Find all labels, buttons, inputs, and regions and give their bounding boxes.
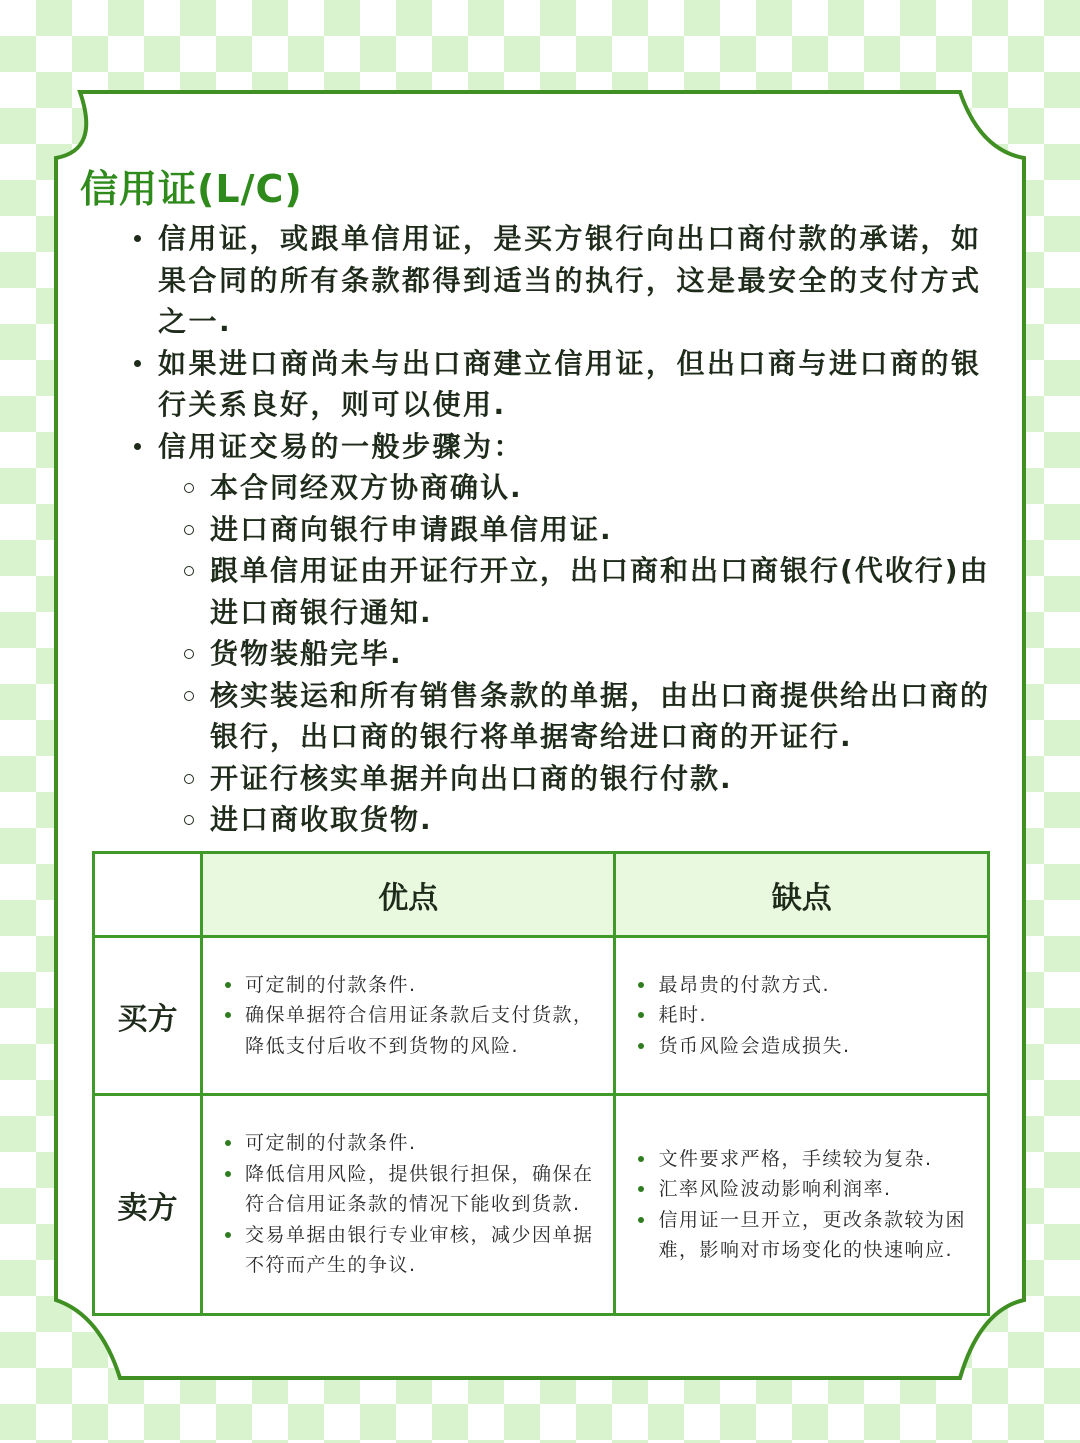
list-item: 可定制的付款条件. [225, 970, 599, 1001]
list-item: 信用证一旦开立，更改条款较为困难，影响对市场变化的快速响应. [638, 1205, 973, 1266]
intro-bullet: 如果进口商尚未与出口商建立信用证，但出口商与进口商的银行关系良好，则可以使用. [130, 343, 990, 426]
header-cons: 缺点 [615, 853, 989, 937]
page-title: 信用证(L/C) [80, 167, 303, 211]
step-item: 本合同经双方协商确认. [130, 467, 990, 509]
list-item: 降低信用风险，提供银行担保，确保在符合信用证条款的情况下能收到货款. [225, 1159, 599, 1220]
list-item: 确保单据符合信用证条款后支付货款，降低支付后收不到货物的风险. [225, 1000, 599, 1061]
list-item: 汇率风险波动影响利润率. [638, 1174, 973, 1205]
step-item: 核实装运和所有销售条款的单据，由出口商提供给出口商的银行，出口商的银行将单据寄给进口商的开证行. [130, 675, 990, 758]
seller-cons [615, 1095, 989, 1315]
table-row [94, 937, 989, 1095]
intro-bullet: 信用证，或跟单信用证，是买方银行向出口商付款的承诺，如果合同的所有条款都得到适当的执行，这是最安全的支付方式之一. [130, 218, 990, 343]
party-buyer: 买方 [94, 937, 202, 1095]
step-item: 跟单信用证由开证行开立，出口商和出口商银行(代收行)由进口商银行通知. [130, 550, 990, 633]
list-item: 交易单据由银行专业审核，减少因单据不符而产生的争议. [225, 1220, 599, 1281]
buyer-pros [202, 937, 615, 1095]
table-corner [94, 853, 202, 937]
intro-bullet: 信用证交易的一般步骤为： [130, 426, 990, 468]
list-item: 可定制的付款条件. [225, 1128, 599, 1159]
step-item: 货物装船完毕. [130, 633, 990, 675]
list-item: 货币风险会造成损失. [638, 1031, 973, 1062]
list-item: 最昂贵的付款方式. [638, 970, 973, 1001]
party-seller: 卖方 [94, 1095, 202, 1315]
list-item: 文件要求严格，手续较为复杂. [638, 1144, 973, 1175]
list-item: 耗时. [638, 1000, 973, 1031]
step-item: 进口商向银行申请跟单信用证. [130, 509, 990, 551]
header-pros: 优点 [202, 853, 615, 937]
table-row [94, 1095, 989, 1315]
step-item: 开证行核实单据并向出口商的银行付款. [130, 758, 990, 800]
seller-pros [202, 1095, 615, 1315]
buyer-cons [615, 937, 989, 1095]
step-item: 进口商收取货物. [130, 799, 990, 841]
comparison-table [92, 851, 990, 1316]
intro-list [130, 218, 990, 841]
table-header-row [94, 853, 989, 937]
